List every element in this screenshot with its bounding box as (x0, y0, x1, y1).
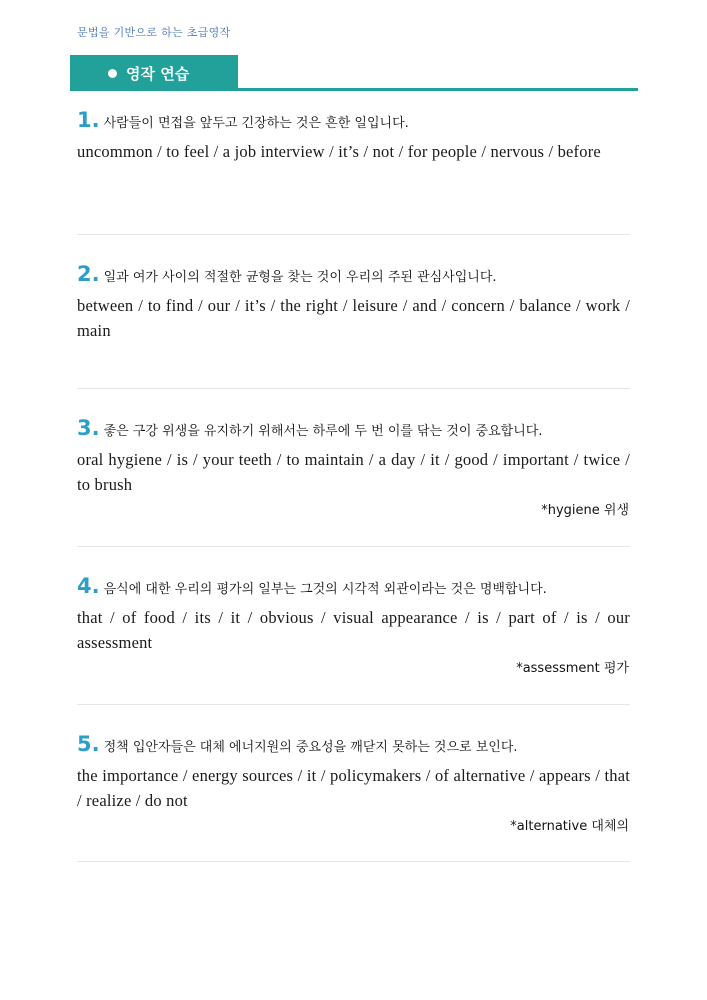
exercise-korean: 좋은 구강 위생을 유지하기 위해서는 하루에 두 번 이를 닦는 것이 중요합니다. (103, 424, 543, 439)
exercise-korean: 음식에 대한 우리의 평가의 일부는 그것의 시각적 외관이라는 것은 명백합니다. (103, 582, 547, 597)
exercise-note: *hygiene 위생 (541, 503, 629, 518)
exercise-words: the importance / energy sources / it / policymakers / of alternative / appears / that / realize / do not (77, 766, 630, 810)
exercise-number: 3. (77, 416, 100, 440)
exercise-4 (77, 574, 630, 676)
exercise-2 (77, 262, 630, 343)
exercise-number: 2. (77, 262, 100, 286)
exercise-korean: 사람들이 면접을 앞두고 긴장하는 것은 흔한 일입니다. (103, 116, 409, 131)
divider (77, 704, 630, 705)
exercise-note: *alternative 대체의 (510, 819, 629, 834)
divider (77, 861, 630, 862)
exercise-1 (77, 108, 630, 165)
exercise-words: oral hygiene / is / your teeth / to maintain / a day / it / good / important / twice / to brush (77, 450, 630, 494)
bullet-icon (108, 69, 117, 78)
exercise-words: that / of food / its / it / obvious / visual appearance / is / part of / is / our assessment (77, 608, 630, 652)
exercise-5 (77, 732, 630, 834)
exercise-note: *assessment 평가 (516, 661, 629, 676)
exercise-korean: 정책 입안자들은 대체 에너지원의 중요성을 깨닫지 못하는 것으로 보인다. (103, 740, 518, 755)
header-title: 문법을 기반으로 하는 초급영작 (77, 26, 231, 39)
exercise-3 (77, 416, 630, 518)
divider (77, 546, 630, 547)
section-title: 영작 연습 (126, 64, 190, 83)
divider (77, 234, 630, 235)
exercise-number: 4. (77, 574, 100, 598)
exercise-number: 5. (77, 732, 100, 756)
exercise-words: between / to find / our / it’s / the right / leisure / and / concern / balance / work / main (77, 296, 630, 340)
exercise-words: uncommon / to feel / a job interview / it’s / not / for people / nervous / before (77, 142, 601, 161)
section-tab (70, 55, 238, 91)
exercise-korean: 일과 여가 사이의 적절한 균형을 찾는 것이 우리의 주된 관심사입니다. (103, 270, 497, 285)
exercise-number: 1. (77, 108, 100, 132)
divider (77, 388, 630, 389)
